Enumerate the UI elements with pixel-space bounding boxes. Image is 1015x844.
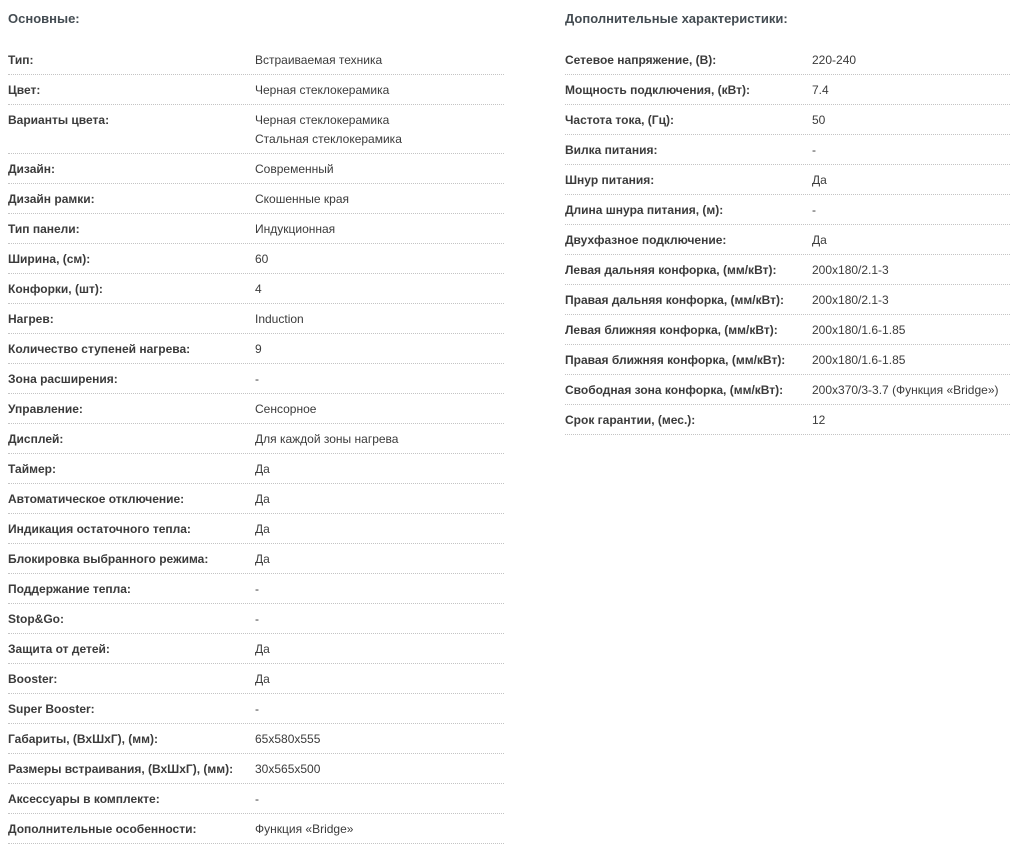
spec-value-line: Induction <box>255 312 304 326</box>
spec-row <box>8 724 504 754</box>
spec-value-line: - <box>255 702 259 716</box>
spec-value-line: 60 <box>255 252 269 266</box>
spec-value-line: Для каждой зоны нагрева <box>255 432 399 446</box>
spec-label: Super Booster: <box>8 702 95 716</box>
spec-value-line: 65x580x555 <box>255 732 321 746</box>
spec-label: Зона расширения: <box>8 372 118 386</box>
spec-value <box>812 291 1010 310</box>
spec-row <box>8 304 504 334</box>
spec-value-line: Стальная стеклокерамика <box>255 132 402 146</box>
spec-label: Booster: <box>8 672 58 686</box>
spec-value <box>255 790 504 809</box>
spec-label: Количество ступеней нагрева: <box>8 342 191 356</box>
spec-value-line: Да <box>812 233 827 247</box>
spec-label: Левая ближняя конфорка, (мм/кВт): <box>565 323 778 337</box>
spec-value-line: - <box>812 143 816 157</box>
spec-value-line: 9 <box>255 342 262 356</box>
spec-label: Аксессуары в комплекте: <box>8 792 160 806</box>
extra-specs-title: Дополнительные характеристики: <box>565 11 788 26</box>
spec-value-line: 4 <box>255 282 262 296</box>
spec-value <box>812 141 1010 160</box>
spec-label: Блокировка выбранного режима: <box>8 552 209 566</box>
spec-label: Тип: <box>8 53 34 67</box>
spec-label: Индикация остаточного тепла: <box>8 522 191 536</box>
spec-value-line: Функция «Bridge» <box>255 822 354 836</box>
spec-label: Вилка питания: <box>565 143 658 157</box>
spec-label: Свободная зона конфорка, (мм/кВт): <box>565 383 784 397</box>
main-specs-title: Основные: <box>8 11 80 26</box>
spec-value <box>255 160 504 179</box>
spec-value-line: 200x180/2.1-3 <box>812 263 889 277</box>
spec-row <box>565 345 1010 375</box>
spec-value <box>255 640 504 659</box>
main-specs-section <box>8 0 504 844</box>
spec-label: Ширина, (см): <box>8 252 91 266</box>
spec-label: Сетевое напряжение, (В): <box>565 53 717 67</box>
spec-value-line: 12 <box>812 413 826 427</box>
spec-label: Защита от детей: <box>8 642 110 656</box>
spec-row <box>565 285 1010 315</box>
spec-row <box>8 454 504 484</box>
spec-label: Конфорки, (шт): <box>8 282 103 296</box>
spec-row <box>8 634 504 664</box>
spec-label: Левая дальняя конфорка, (мм/кВт): <box>565 263 777 277</box>
spec-row <box>8 424 504 454</box>
spec-value-line: 7.4 <box>812 83 829 97</box>
spec-row <box>8 274 504 304</box>
spec-label: Правая дальняя конфорка, (мм/кВт): <box>565 293 784 307</box>
spec-value-line: 30x565x500 <box>255 762 321 776</box>
extra-specs-section <box>565 0 1010 435</box>
spec-value-line: - <box>255 792 259 806</box>
spec-row <box>8 664 504 694</box>
spec-value <box>255 730 504 749</box>
spec-label: Правая ближняя конфорка, (мм/кВт): <box>565 353 786 367</box>
spec-row <box>8 105 504 154</box>
main-specs-list <box>8 45 504 844</box>
spec-row <box>8 484 504 514</box>
spec-label: Управление: <box>8 402 83 416</box>
spec-value-line: Да <box>812 173 827 187</box>
spec-value <box>255 760 504 779</box>
spec-row <box>565 315 1010 345</box>
spec-value <box>255 670 504 689</box>
spec-label: Дизайн: <box>8 162 56 176</box>
spec-row <box>8 45 504 75</box>
spec-value <box>255 310 504 329</box>
spec-label: Stop&Go: <box>8 612 64 626</box>
spec-row <box>8 214 504 244</box>
spec-value-line: Да <box>255 642 270 656</box>
spec-value <box>255 580 504 599</box>
spec-row <box>565 135 1010 165</box>
spec-label: Автоматическое отключение: <box>8 492 185 506</box>
spec-row <box>8 154 504 184</box>
spec-row <box>8 334 504 364</box>
spec-label: Шнур питания: <box>565 173 655 187</box>
spec-value <box>812 261 1010 280</box>
spec-row <box>565 45 1010 75</box>
spec-row <box>8 784 504 814</box>
spec-row <box>565 225 1010 255</box>
spec-value-line: 200x180/2.1-3 <box>812 293 889 307</box>
spec-row <box>565 195 1010 225</box>
spec-value <box>255 81 504 100</box>
spec-row <box>8 364 504 394</box>
spec-value <box>812 411 1010 430</box>
spec-value <box>812 201 1010 220</box>
spec-row <box>8 394 504 424</box>
spec-row <box>8 754 504 784</box>
spec-label: Дисплей: <box>8 432 64 446</box>
spec-value <box>255 111 504 149</box>
spec-value-line: Да <box>255 672 270 686</box>
spec-row <box>8 574 504 604</box>
spec-label: Тип панели: <box>8 222 80 236</box>
spec-value-line: Черная стеклокерамика <box>255 83 390 97</box>
spec-value-line: 200x180/1.6-1.85 <box>812 353 906 367</box>
spec-value-line: Индукционная <box>255 222 336 236</box>
spec-value-line: 200x180/1.6-1.85 <box>812 323 906 337</box>
spec-value <box>255 490 504 509</box>
spec-value-line: Скошенные края <box>255 192 350 206</box>
spec-value <box>812 351 1010 370</box>
spec-label: Поддержание тепла: <box>8 582 131 596</box>
spec-row <box>8 544 504 574</box>
spec-label: Дополнительные особенности: <box>8 822 197 836</box>
spec-value-line: Да <box>255 522 270 536</box>
spec-value-line: Сенсорное <box>255 402 317 416</box>
spec-label: Размеры встраивания, (ВхШхГ), (мм): <box>8 762 234 776</box>
spec-row <box>8 75 504 105</box>
spec-label: Частота тока, (Гц): <box>565 113 674 127</box>
spec-value-line: Черная стеклокерамика <box>255 113 390 127</box>
spec-label: Срок гарантии, (мес.): <box>565 413 696 427</box>
spec-label: Таймер: <box>8 462 56 476</box>
spec-value <box>255 190 504 209</box>
spec-row <box>565 75 1010 105</box>
spec-value <box>255 820 504 839</box>
spec-value-line: 200x370/3-3.7 (Функция «Bridge») <box>812 383 999 397</box>
spec-value <box>255 51 504 70</box>
spec-value-line: Современный <box>255 162 334 176</box>
spec-value <box>255 550 504 569</box>
spec-label: Нагрев: <box>8 312 54 326</box>
spec-value <box>812 111 1010 130</box>
spec-value-line: - <box>255 372 259 386</box>
spec-value <box>812 81 1010 100</box>
spec-value <box>255 400 504 419</box>
spec-label: Габариты, (ВхШхГ), (мм): <box>8 732 159 746</box>
spec-value <box>255 610 504 629</box>
spec-row <box>565 405 1010 435</box>
spec-value <box>255 340 504 359</box>
spec-label: Мощность подключения, (кВт): <box>565 83 751 97</box>
spec-row <box>8 694 504 724</box>
spec-value-line: Да <box>255 552 270 566</box>
spec-row <box>565 105 1010 135</box>
spec-value <box>255 460 504 479</box>
spec-value <box>255 700 504 719</box>
spec-value <box>255 430 504 449</box>
spec-row <box>565 165 1010 195</box>
spec-value-line: - <box>255 582 259 596</box>
spec-value-line: Да <box>255 462 270 476</box>
spec-value <box>812 51 1010 70</box>
spec-label: Двухфазное подключение: <box>565 233 727 247</box>
spec-row <box>8 184 504 214</box>
spec-value <box>255 280 504 299</box>
spec-value-line: 50 <box>812 113 826 127</box>
spec-value <box>812 231 1010 250</box>
spec-value <box>255 520 504 539</box>
spec-label: Цвет: <box>8 83 41 97</box>
spec-value-line: - <box>812 203 816 217</box>
spec-row <box>565 255 1010 285</box>
spec-value-line: 220-240 <box>812 53 857 67</box>
spec-value-line: Встраиваемая техника <box>255 53 383 67</box>
spec-row <box>8 814 504 844</box>
spec-value-line: - <box>255 612 259 626</box>
spec-value <box>255 250 504 269</box>
spec-row <box>8 244 504 274</box>
spec-value <box>812 381 1010 400</box>
spec-label: Длина шнура питания, (м): <box>565 203 724 217</box>
spec-value <box>812 321 1010 340</box>
spec-row <box>565 375 1010 405</box>
spec-value <box>255 220 504 239</box>
extra-specs-list <box>565 45 1010 435</box>
spec-row <box>8 604 504 634</box>
spec-label: Варианты цвета: <box>8 113 110 127</box>
spec-row <box>8 514 504 544</box>
spec-value <box>812 171 1010 190</box>
spec-value-line: Да <box>255 492 270 506</box>
spec-value <box>255 370 504 389</box>
spec-label: Дизайн рамки: <box>8 192 95 206</box>
